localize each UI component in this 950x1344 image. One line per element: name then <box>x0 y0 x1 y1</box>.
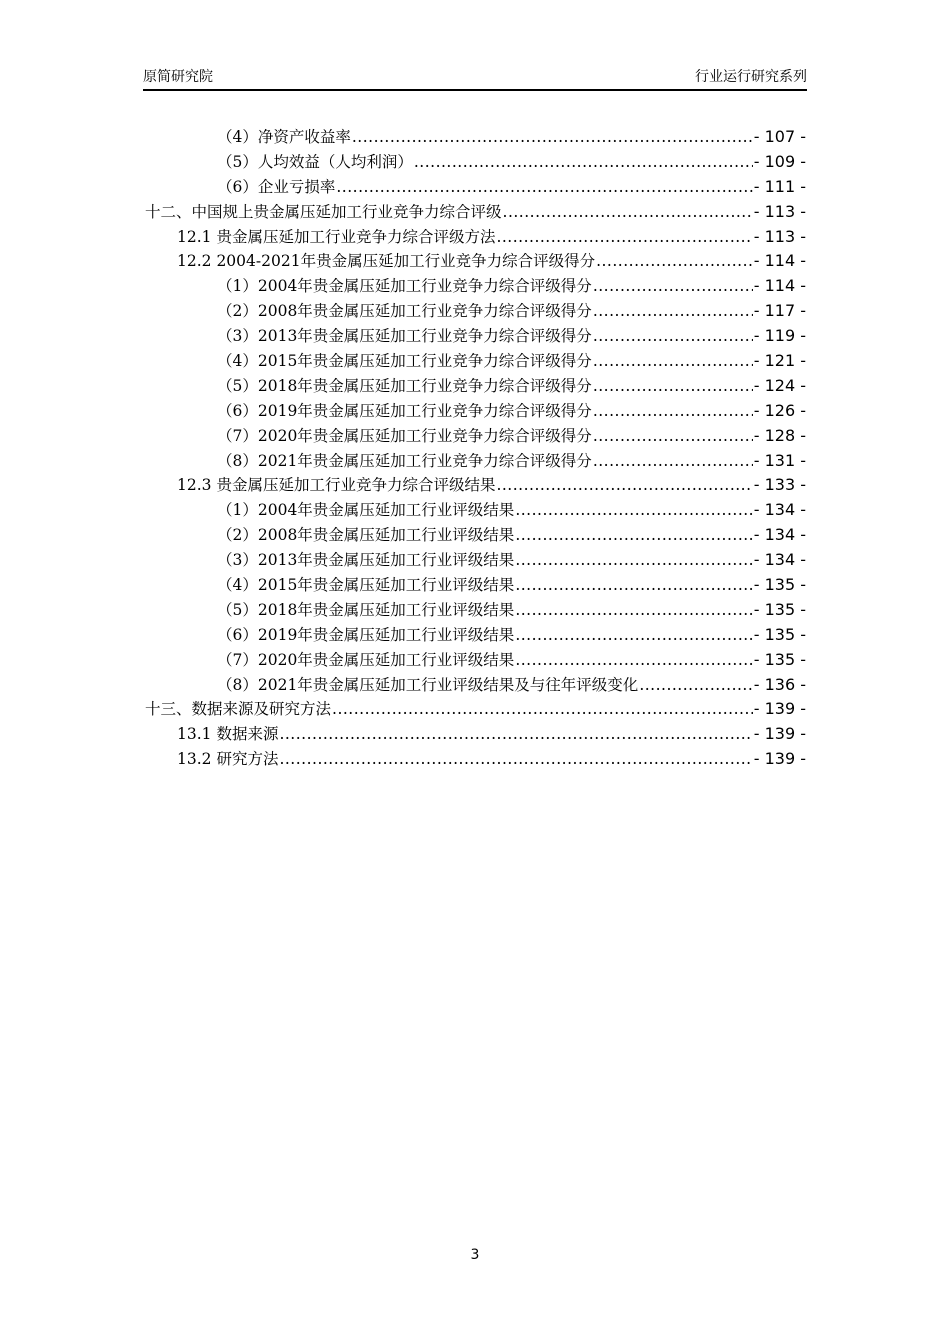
dot-leader <box>593 277 753 295</box>
toc-entry-title: （3）2013年贵金属压延加工行业评级结果 <box>217 551 515 570</box>
toc-entry-page: - 124 - <box>753 375 806 395</box>
toc-entry[interactable] <box>145 673 806 698</box>
toc-entry-page: - 134 - <box>753 525 806 545</box>
dot-leader <box>496 228 752 246</box>
toc-entry[interactable] <box>145 299 806 324</box>
dot-leader <box>593 352 753 370</box>
dot-leader <box>496 476 752 494</box>
toc-entry[interactable] <box>145 697 806 722</box>
toc-entry[interactable] <box>145 722 806 747</box>
toc-entry-title: （6）企业亏损率 <box>217 177 336 196</box>
dot-leader <box>279 725 752 743</box>
toc-entry[interactable] <box>145 225 806 250</box>
toc-entry-title: （1）2004年贵金属压延加工行业竞争力综合评级得分 <box>217 277 592 296</box>
toc-entry[interactable] <box>145 200 806 225</box>
toc-entry-title: （5）2018年贵金属压延加工行业评级结果 <box>217 600 515 619</box>
toc-entry-title: （1）2004年贵金属压延加工行业评级结果 <box>217 501 515 520</box>
toc-entry[interactable] <box>145 175 806 200</box>
toc-entry-page: - 134 - <box>753 500 806 520</box>
toc-entry[interactable] <box>145 150 806 175</box>
toc-entry-page: - 135 - <box>753 599 806 619</box>
toc-entry-page: - 121 - <box>753 351 806 371</box>
toc-entry-title: 十二、中国规上贵金属压延加工行业竞争力综合评级 <box>145 202 502 221</box>
toc-entry-page: - 113 - <box>753 201 806 221</box>
dot-leader <box>515 551 752 569</box>
toc-entry[interactable] <box>145 623 806 648</box>
dot-leader <box>515 651 752 669</box>
toc-entry-page: - 126 - <box>753 400 806 420</box>
toc-entry-page: - 107 - <box>753 127 806 146</box>
toc-entry-title: 13.1 数据来源 <box>177 725 279 744</box>
toc-entry-title: （4）2015年贵金属压延加工行业评级结果 <box>217 576 515 595</box>
toc-entry-title: （2）2008年贵金属压延加工行业竞争力综合评级得分 <box>217 302 592 321</box>
toc-entry[interactable] <box>145 125 806 150</box>
toc-entry-page: - 134 - <box>753 550 806 570</box>
toc-entry[interactable] <box>145 374 806 399</box>
toc-entry-page: - 135 - <box>753 624 806 644</box>
dot-leader <box>515 576 752 594</box>
dot-leader <box>593 327 753 345</box>
dot-leader <box>593 452 753 470</box>
dot-leader <box>279 750 752 768</box>
toc-entry-title: （8）2021年贵金属压延加工行业评级结果及与往年评级变化 <box>217 675 639 694</box>
toc-entry-title: （3）2013年贵金属压延加工行业竞争力综合评级得分 <box>217 327 592 346</box>
toc-entry-page: - 111 - <box>753 176 806 196</box>
page-header <box>143 66 807 88</box>
toc-entry[interactable] <box>145 598 806 623</box>
toc-entry-page: - 133 - <box>753 475 806 495</box>
toc-entry-page: - 114 - <box>753 251 806 271</box>
toc-entry[interactable] <box>145 548 806 573</box>
toc-entry[interactable] <box>145 324 806 349</box>
toc-entry-title: （7）2020年贵金属压延加工行业评级结果 <box>217 650 515 669</box>
dot-leader <box>593 427 753 445</box>
dot-leader <box>639 676 752 694</box>
toc-entry[interactable] <box>145 498 806 523</box>
toc-entry-title: （5）2018年贵金属压延加工行业竞争力综合评级得分 <box>217 376 592 395</box>
dot-leader <box>503 203 753 221</box>
toc-entry-page: - 109 - <box>753 151 806 171</box>
toc-entry[interactable] <box>145 349 806 374</box>
toc-entry-title: 12.3 贵金属压延加工行业竞争力综合评级结果 <box>177 476 496 495</box>
toc-entry-title: 12.1 贵金属压延加工行业竞争力综合评级方法 <box>177 227 496 246</box>
toc-entry-title: （6）2019年贵金属压延加工行业评级结果 <box>217 625 515 644</box>
toc-entry[interactable] <box>145 648 806 673</box>
toc-entry-title: （8）2021年贵金属压延加工行业竞争力综合评级得分 <box>217 451 592 470</box>
toc-entry-page: - 119 - <box>753 326 806 346</box>
toc-entry-title: 十三、数据来源及研究方法 <box>145 700 332 719</box>
toc-entry-title: （5）人均效益（人均利润） <box>217 152 413 171</box>
dot-leader <box>593 302 753 320</box>
toc-entry-page: - 128 - <box>753 425 806 445</box>
toc-entry-page: - 135 - <box>753 575 806 595</box>
toc-entry[interactable] <box>145 573 806 598</box>
toc-entry-title: （4）净资产收益率 <box>217 128 351 146</box>
dot-leader <box>515 626 752 644</box>
table-of-contents <box>145 125 806 772</box>
toc-entry[interactable] <box>145 523 806 548</box>
toc-entry[interactable] <box>145 274 806 299</box>
dot-leader <box>515 601 752 619</box>
toc-entry[interactable] <box>145 473 806 498</box>
toc-entry-page: - 136 - <box>753 674 806 694</box>
toc-entry-title: （4）2015年贵金属压延加工行业竞争力综合评级得分 <box>217 352 592 371</box>
dot-leader <box>593 402 753 420</box>
header-series: 行业运行研究系列 <box>695 69 807 85</box>
header-org: 原简研究院 <box>143 69 213 85</box>
page-number: 3 <box>470 1247 480 1263</box>
dot-leader <box>336 178 752 196</box>
toc-entry-page: - 117 - <box>753 301 806 321</box>
toc-entry-page: - 113 - <box>753 226 806 246</box>
dot-leader <box>596 252 753 270</box>
toc-entry-page: - 131 - <box>753 450 806 470</box>
toc-entry-title: 13.2 研究方法 <box>177 750 279 769</box>
dot-leader <box>352 128 753 146</box>
toc-entry-title: （7）2020年贵金属压延加工行业竞争力综合评级得分 <box>217 426 592 445</box>
toc-entry[interactable] <box>145 747 806 772</box>
toc-entry[interactable] <box>145 449 806 474</box>
toc-entry[interactable] <box>145 424 806 449</box>
header-rule <box>143 89 807 91</box>
dot-leader <box>332 700 753 718</box>
toc-entry-page: - 139 - <box>753 699 806 719</box>
dot-leader <box>515 501 752 519</box>
dot-leader <box>593 377 753 395</box>
toc-entry-page: - 139 - <box>753 749 806 769</box>
toc-entry-title: （6）2019年贵金属压延加工行业竞争力综合评级得分 <box>217 401 592 420</box>
toc-entry-title: （2）2008年贵金属压延加工行业评级结果 <box>217 526 515 545</box>
dot-leader <box>414 153 753 171</box>
dot-leader <box>515 526 752 544</box>
toc-entry[interactable] <box>145 399 806 424</box>
toc-entry-page: - 135 - <box>753 649 806 669</box>
toc-entry-title: 12.2 2004-2021年贵金属压延加工行业竞争力综合评级得分 <box>177 252 596 271</box>
toc-entry-page: - 139 - <box>753 724 806 744</box>
toc-entry[interactable] <box>145 249 806 274</box>
toc-entry-page: - 114 - <box>753 276 806 296</box>
